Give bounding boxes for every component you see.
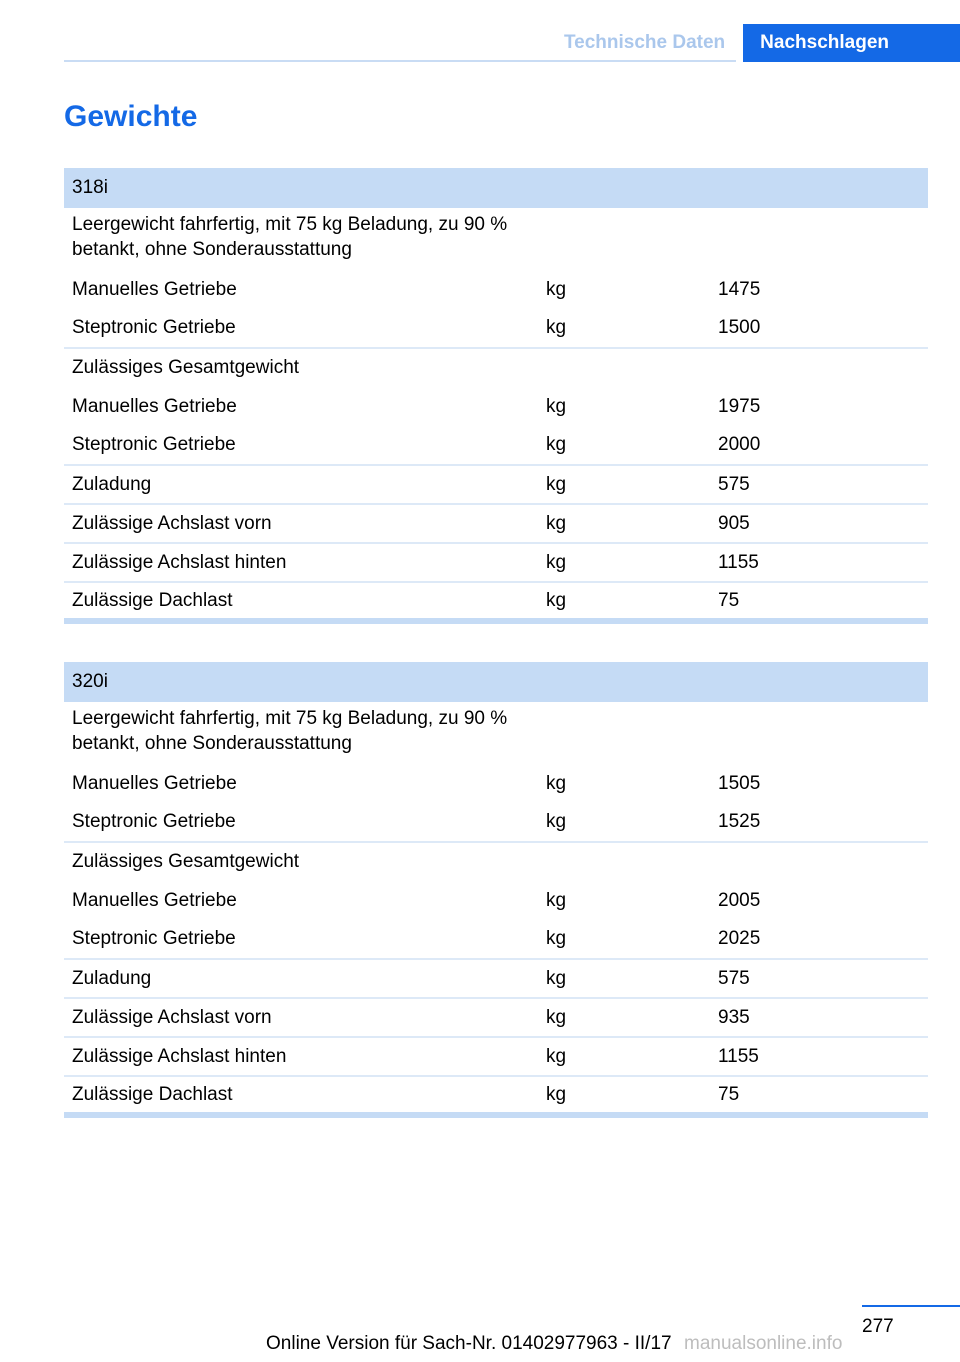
footer-watermark: manualsonline.info <box>684 1333 843 1354</box>
table-row <box>64 387 928 426</box>
row-value: 1525 <box>718 811 761 832</box>
row-unit: kg <box>546 317 567 338</box>
nav-tab-nachschlagen[interactable]: Nachschlagen <box>743 24 960 62</box>
table-row <box>64 465 928 504</box>
row-value: 1975 <box>718 395 761 417</box>
model-name: 318i <box>64 168 928 208</box>
table-row <box>64 1076 928 1115</box>
model-name: 320i <box>64 662 928 702</box>
row-value: 75 <box>710 582 928 621</box>
row-label: Zulässige Achslast hinten <box>64 543 538 582</box>
row-unit: kg <box>546 434 567 455</box>
row-unit: kg <box>538 465 710 504</box>
table-row <box>64 504 928 543</box>
footer-version-text: Online Version für Sach-Nr. 01402977963 - II/17 <box>266 1333 672 1354</box>
table-header-row <box>64 662 928 702</box>
table-header-row <box>64 168 928 208</box>
row-unit: kg <box>538 543 710 582</box>
row-label: Zulässige Achslast hinten <box>64 1037 538 1076</box>
table-row <box>64 208 928 270</box>
table-row <box>64 842 928 881</box>
table-row <box>64 582 928 621</box>
row-unit <box>538 208 710 270</box>
table-row <box>64 702 928 764</box>
row-unit <box>538 348 710 387</box>
weights-table-320i <box>64 662 928 1118</box>
row-unit: kg <box>546 811 567 832</box>
row-label: Steptronic Getriebe <box>72 434 236 455</box>
table-row <box>64 998 928 1037</box>
row-label: Steptronic Getriebe <box>72 317 236 338</box>
row-unit: kg <box>538 959 710 998</box>
row-label: Manuelles Getriebe <box>72 772 237 794</box>
table-row <box>64 309 928 348</box>
row-value: 935 <box>710 998 928 1037</box>
row-label: Manuelles Getriebe <box>72 395 237 417</box>
row-value: 1155 <box>710 1037 928 1076</box>
table-row <box>64 803 928 842</box>
row-unit: kg <box>538 504 710 543</box>
row-label: Leergewicht fahrfertig, mit 75 kg Beladung, zu 90 % betankt, ohne Sonderausstattung <box>72 708 508 754</box>
row-label: Zulässige Dachlast <box>64 582 538 621</box>
table-row <box>64 959 928 998</box>
page-title: Gewichte <box>64 100 198 133</box>
footer-rule <box>862 1305 960 1307</box>
row-label: Manuelles Getriebe <box>72 278 237 300</box>
table-row <box>64 543 928 582</box>
row-label: Steptronic Getriebe <box>72 928 236 949</box>
row-value: 2025 <box>718 928 761 949</box>
row-unit: kg <box>538 1076 710 1115</box>
page-number: 277 <box>862 1316 894 1337</box>
table-row <box>64 1037 928 1076</box>
row-unit: kg <box>538 582 710 621</box>
nav-tab-technische-daten[interactable]: Technische Daten <box>563 32 726 53</box>
row-unit: kg <box>546 395 567 417</box>
row-value: 575 <box>710 959 928 998</box>
row-unit: kg <box>546 928 567 949</box>
row-unit: kg <box>538 998 710 1037</box>
row-value: 75 <box>710 1076 928 1115</box>
row-label: Zuladung <box>64 959 538 998</box>
row-label: Zulässiges Gesamtgewicht <box>64 842 538 881</box>
row-label: Steptronic Getriebe <box>72 811 236 832</box>
row-value: 1155 <box>710 543 928 582</box>
row-label: Zuladung <box>64 465 538 504</box>
header-rule <box>64 60 736 62</box>
row-unit <box>538 842 710 881</box>
row-value: 2005 <box>718 889 761 911</box>
row-label: Zulässiges Gesamtgewicht <box>64 348 538 387</box>
row-unit: kg <box>546 772 567 794</box>
row-value <box>710 348 928 387</box>
row-value: 905 <box>710 504 928 543</box>
row-unit <box>538 702 710 764</box>
row-label: Zulässige Achslast vorn <box>64 998 538 1037</box>
row-value <box>710 842 928 881</box>
table-row <box>64 881 928 920</box>
row-unit: kg <box>546 278 567 300</box>
table-row <box>64 270 928 309</box>
row-value: 2000 <box>718 434 761 455</box>
row-label: Zulässige Achslast vorn <box>64 504 538 543</box>
row-value: 1475 <box>718 278 761 300</box>
table-row <box>64 348 928 387</box>
row-value: 1500 <box>718 317 761 338</box>
weights-table-318i <box>64 168 928 624</box>
row-label: Zulässige Dachlast <box>64 1076 538 1115</box>
table-row <box>64 764 928 803</box>
row-value <box>710 208 928 270</box>
table-row <box>64 920 928 959</box>
top-navigation <box>564 24 960 62</box>
row-label: Leergewicht fahrfertig, mit 75 kg Beladung, zu 90 % betankt, ohne Sonderausstattung <box>72 214 508 260</box>
row-unit: kg <box>538 1037 710 1076</box>
table-row <box>64 426 928 465</box>
row-value: 1505 <box>718 772 761 794</box>
row-value <box>710 702 928 764</box>
row-label: Manuelles Getriebe <box>72 889 237 911</box>
row-value: 575 <box>710 465 928 504</box>
row-unit: kg <box>546 889 567 911</box>
